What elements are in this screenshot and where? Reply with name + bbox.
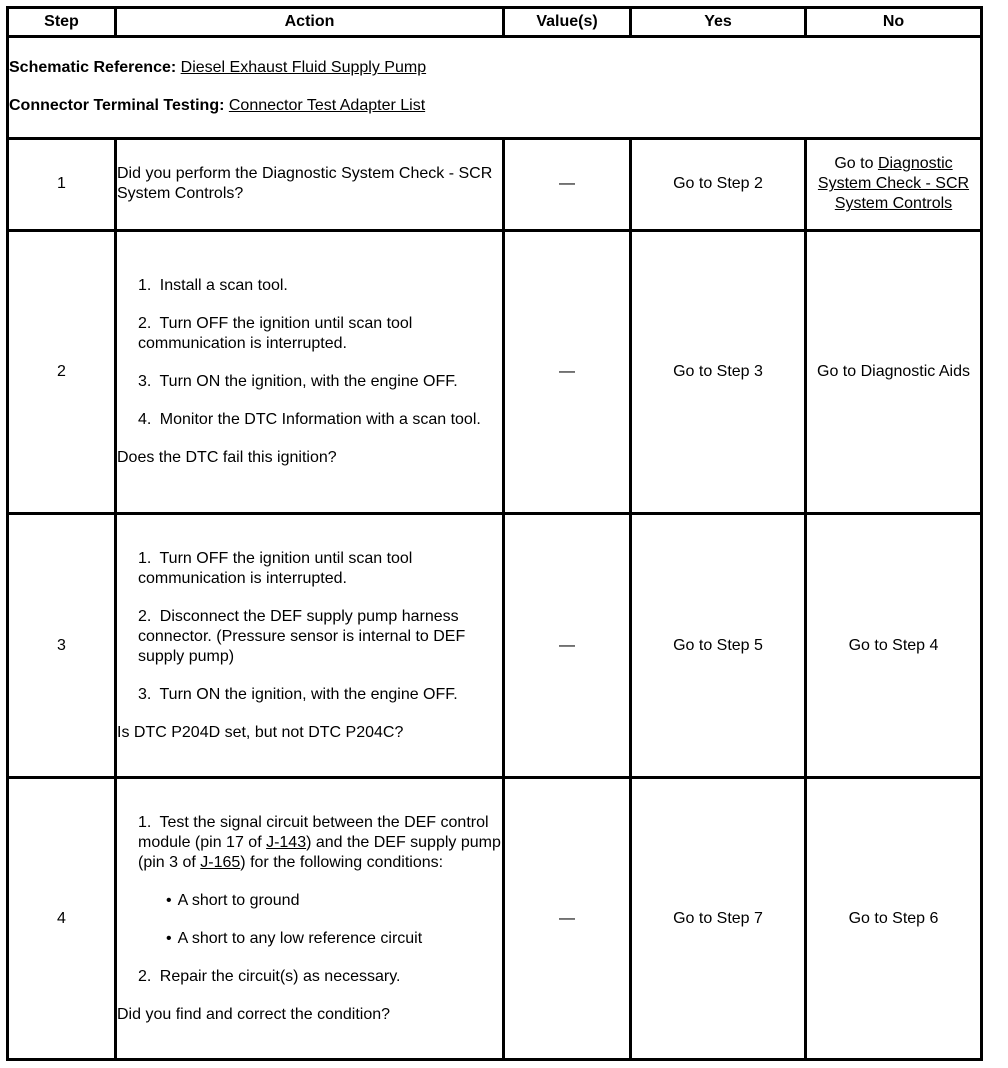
procedure-list: [117, 276, 502, 430]
connector-terminal-testing-label: Connector Terminal Testing:: [9, 97, 225, 115]
procedure-step-text: Turn ON the ignition, with the engine OFF.: [159, 372, 458, 390]
connector-test-adapter-link[interactable]: Connector Test Adapter List: [228, 97, 426, 115]
header-action: Action: [116, 8, 504, 37]
procedure-step-number: 3.: [138, 685, 152, 703]
schematic-reference-link[interactable]: Diesel Exhaust Fluid Supply Pump: [180, 59, 427, 77]
diagnostic-table: [6, 6, 983, 1061]
yes-cell: Go to Step 2: [631, 138, 806, 231]
procedure-step-number: 4.: [138, 410, 152, 428]
procedure-step-text: Turn OFF the ignition until scan tool communication is interrupted.: [138, 549, 413, 587]
procedure-step-number: 3.: [138, 372, 152, 390]
action-cell: [116, 138, 504, 231]
procedure-step-number: 2.: [138, 607, 152, 625]
value-cell: —: [504, 778, 631, 1060]
table-row-step-1: [8, 138, 982, 231]
no-text: Go to Diagnostic Aids: [817, 362, 970, 380]
action-question: Did you perform the Diagnostic System Check - SCR System Controls?: [117, 165, 493, 203]
action-question: Is DTC P204D set, but not DTC P204C?: [117, 723, 404, 741]
procedure-step: [138, 549, 502, 589]
header-no: No: [806, 8, 982, 37]
header-yes: Yes: [631, 8, 806, 37]
condition-list: [138, 891, 502, 949]
procedure-step: [138, 372, 502, 392]
bullet-icon: •: [166, 891, 172, 909]
action-cell: [116, 778, 504, 1060]
step-number: 4: [8, 778, 116, 1060]
procedure-step: [138, 607, 502, 667]
procedure-step-number: 1.: [138, 813, 152, 831]
procedure-step-text: Repair the circuit(s) as necessary.: [159, 967, 401, 985]
connector-terminal-testing: [9, 96, 980, 116]
step-number: 1: [8, 138, 116, 231]
value-cell: —: [504, 513, 631, 778]
action-question: Does the DTC fail this ignition?: [117, 448, 337, 466]
j-165-link[interactable]: J-165: [200, 853, 241, 871]
reference-cell: [8, 37, 982, 139]
schematic-reference-label: Schematic Reference:: [9, 59, 177, 77]
no-cell: Go to Step 6: [806, 778, 982, 1060]
procedure-step-number: 1.: [138, 276, 152, 294]
no-prefix: Go to: [834, 155, 878, 173]
yes-cell: Go to Step 7: [631, 778, 806, 1060]
j-143-link[interactable]: J-143: [266, 833, 307, 851]
schematic-reference: [9, 58, 980, 78]
value-cell: —: [504, 138, 631, 231]
procedure-step-text: Turn OFF the ignition until scan tool communication is interrupted.: [138, 314, 413, 352]
step-number: 3: [8, 513, 116, 778]
reference-row: [8, 37, 982, 139]
action-question: Did you find and correct the condition?: [117, 1005, 391, 1023]
procedure-step: [138, 314, 502, 354]
procedure-step-text: Monitor the DTC Information with a scan tool.: [159, 410, 481, 428]
procedure-list: [117, 813, 502, 987]
procedure-step-number: 2.: [138, 967, 152, 985]
table-row-step-3: [8, 513, 982, 778]
diagnostic-system-check-link[interactable]: Diagnostic System Check - SCR System Controls: [817, 155, 970, 213]
header-step: Step: [8, 8, 116, 37]
value-cell: —: [504, 231, 631, 514]
condition-item: [166, 929, 502, 949]
procedure-step: [138, 685, 502, 705]
procedure-step: [138, 813, 502, 949]
procedure-step-text: Turn ON the ignition, with the engine OFF.: [159, 685, 458, 703]
step-number: 2: [8, 231, 116, 514]
procedure-step-text: ) and the DEF supply pump (pin 3 of: [138, 833, 501, 871]
table-row-step-4: [8, 778, 982, 1060]
procedure-step: [138, 276, 502, 296]
procedure-step-text: Test the signal circuit between the DEF control module (pin 17 of: [138, 813, 489, 851]
no-cell: Go to Step 4: [806, 513, 982, 778]
no-cell: [806, 138, 982, 231]
procedure-step-text: Disconnect the DEF supply pump harness connector. (Pressure sensor is internal to DEF supply pump): [138, 607, 466, 665]
yes-cell: Go to Step 5: [631, 513, 806, 778]
condition-item: [166, 891, 502, 911]
action-cell: [116, 513, 504, 778]
condition-text: A short to ground: [177, 891, 300, 909]
procedure-step: [138, 967, 502, 987]
header-row: [8, 8, 982, 37]
procedure-step-text: ) for the following conditions:: [240, 853, 444, 871]
yes-cell: Go to Step 3: [631, 231, 806, 514]
bullet-icon: •: [166, 929, 172, 947]
no-cell: [806, 231, 982, 514]
action-cell: [116, 231, 504, 514]
procedure-step-text: Install a scan tool.: [159, 276, 288, 294]
procedure-step: [138, 410, 502, 430]
condition-text: A short to any low reference circuit: [177, 929, 423, 947]
header-values: Value(s): [504, 8, 631, 37]
table-row-step-2: [8, 231, 982, 514]
procedure-step-number: 2.: [138, 314, 152, 332]
procedure-list: [117, 549, 502, 705]
procedure-step-number: 1.: [138, 549, 152, 567]
